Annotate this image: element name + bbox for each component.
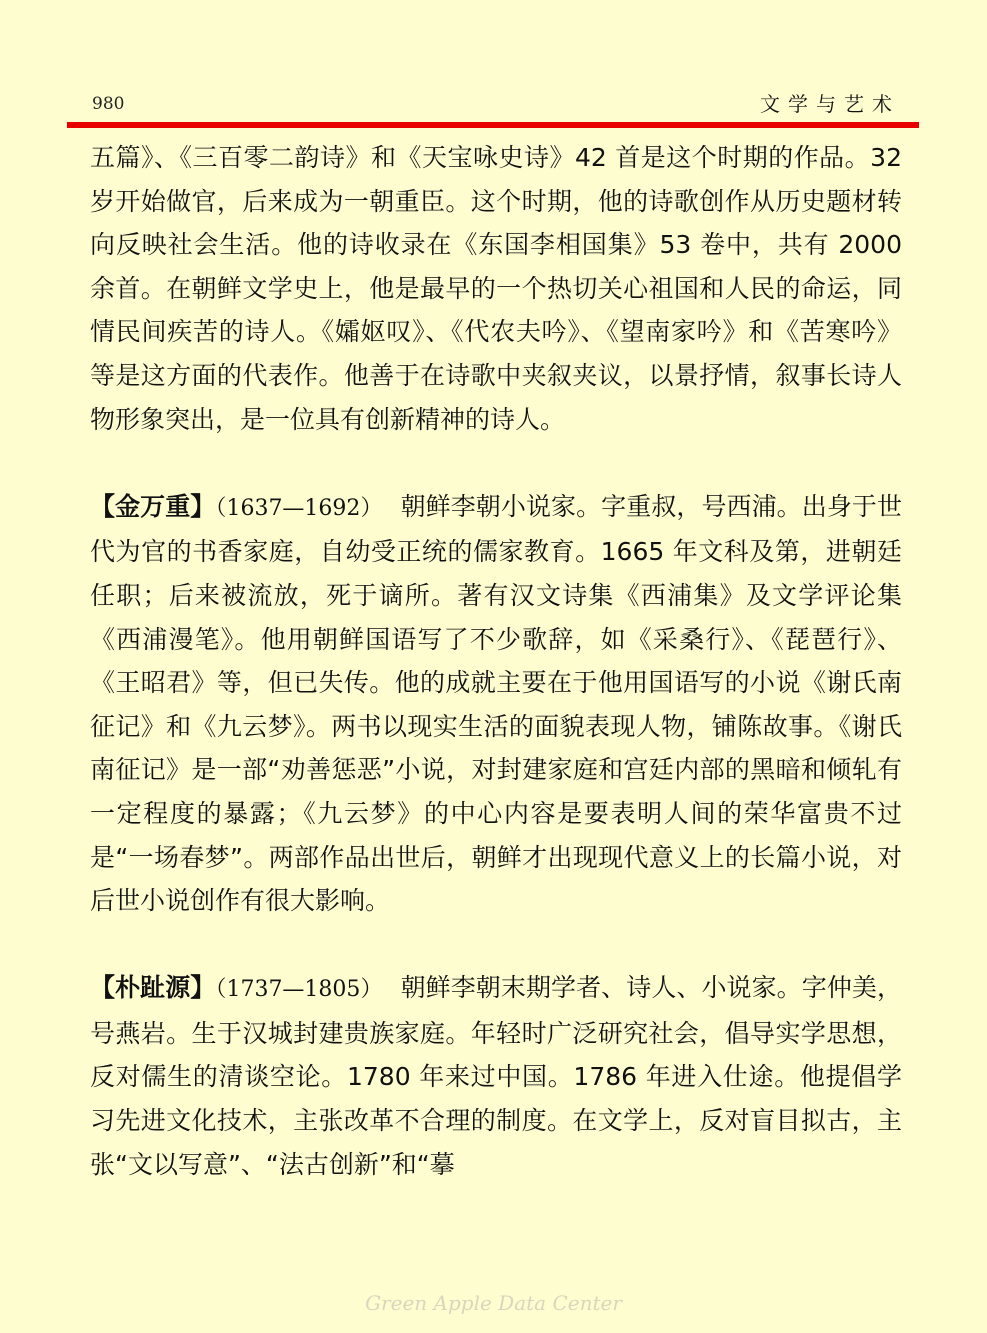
paragraph-continuation: 五篇》、《三百零二韵诗》和《天宝咏史诗》42 首是这个时期的作品。32 岁开始做官，后来成为一朝重臣。这个时期，他的诗歌创作从历史题材转向反映社会生活。他的诗收录在《东国李相国集》53 卷中，共有 2000 余首。在朝鲜文学史上，他是最早的一个热切关心祖国和人民的命运，同情民间疾苦的诗人。《孀妪叹》、《代农夫吟》、《望南家吟》和《苦寒吟》等是这方面的代表作。他善于在诗歌中夹叙夹议，以景抒情，叙事长诗人物形象突出，是一位具有创新精神的诗人。: [90, 143, 902, 434]
page-number: 980: [92, 94, 125, 114]
entry-name: 【金万重】: [90, 491, 216, 521]
entry-dates: （1737—1805）: [215, 977, 383, 1003]
page-header: [92, 84, 900, 120]
entry-name: 【朴趾源】: [90, 973, 216, 1003]
entry-text: 朝鲜李朝小说家。字重叔，号西浦。出身于世代为官的书香家庭，自幼受正统的儒家教育。1665 年文科及第，进朝廷任职；后来被流放，死于谪所。著有汉文诗集《西浦集》及文学评论集《西浦漫笔》。他用朝鲜国语写了不少歌辞，如《采桑行》、《琵琶行》、《王昭君》等，但已失传。他的成就主要在于他用国语写的小说《谢氏南征记》和《九云梦》。两书以现实生活的面貌表现人物，铺陈故事。《谢氏南征记》是一部“劝善惩恶”小说，对封建家庭和宫廷内部的黑暗和倾轧有一定程度的暴露；《九云梦》的中心内容是要表明人间的荣华富贵不过是“一场春梦”。两部作品出世后，朝鲜才出现现代意义上的长篇小说，对后世小说创作有很大影响。: [90, 491, 902, 916]
header-divider: [67, 122, 919, 128]
entry-dates: （1637—1692）: [215, 495, 383, 521]
paragraph-gap: [90, 441, 902, 485]
entry-kim-man-jung: [90, 485, 902, 923]
entry-text: 朝鲜李朝末期学者、诗人、小说家。字仲美，号燕岩。生于汉城封建贵族家庭。年轻时广泛研究社会，倡导实学思想，反对儒生的清谈空论。1780 年来过中国。1786 年进入仕途。他提倡学习先进文化技术，主张改革不合理的制度。在文学上，反对盲目拟古，主张“文以写意”、“法古创新”和“摹: [90, 973, 902, 1179]
entry-pak-ji-won: [90, 966, 902, 1186]
section-title: 文学与艺术: [760, 92, 900, 116]
paragraph-gap: [90, 923, 902, 967]
watermark: Green Apple Data Center: [365, 1291, 622, 1315]
page-body: [90, 136, 902, 1186]
